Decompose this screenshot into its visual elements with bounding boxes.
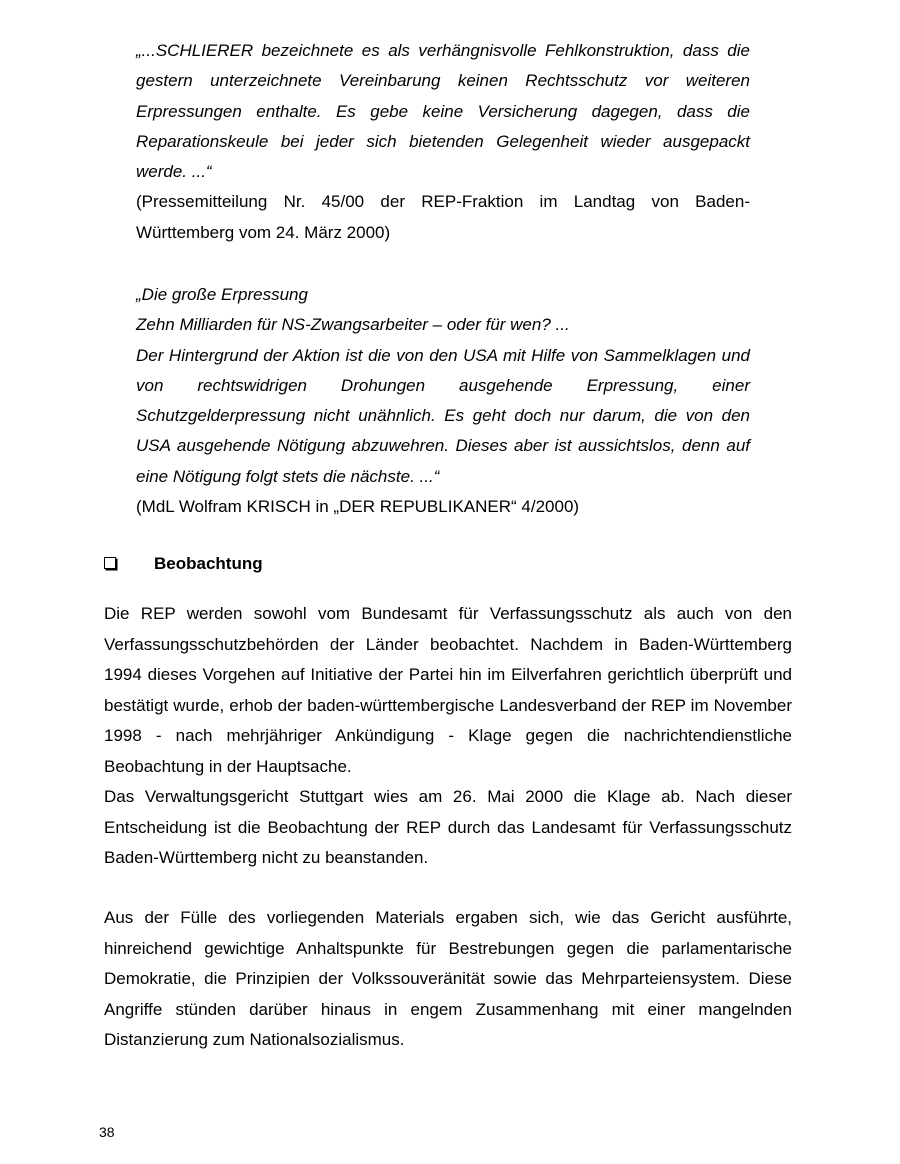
quote-source: (Pressemitteilung Nr. 45/00 der REP-Fraktion im Landtag von Baden-Württemberg vom 24. März 2000) bbox=[136, 192, 750, 242]
quote-schlierer bbox=[136, 36, 750, 248]
section-heading bbox=[104, 551, 263, 577]
body-text-block bbox=[104, 903, 792, 1056]
quote-title-line: „Die große Erpressung bbox=[136, 285, 308, 304]
quote-body: Der Hintergrund der Aktion ist die von den USA mit Hilfe von Sammelklagen und von rechtswidrigen Drohungen ausgehende Erpressung, einer Schutzgelderpressung nicht unähnlich. Es geht doch nur darum, die von den USA ausgehende Nötigung abzuwehren. Dieses aber ist aussichtslos, denn auf eine Nötigung folgt stets die nächste. ...“ bbox=[136, 345, 750, 486]
body-text-block bbox=[104, 599, 792, 874]
quote-source: (MdL Wolfram KRISCH in „DER REPUBLIKANER“ 4/2000) bbox=[136, 497, 580, 517]
quote-subtitle-line: Zehn Milliarden für NS-Zwangsarbeiter – oder für wen? ... bbox=[136, 315, 570, 335]
quote-text: „...SCHLIERER bezeichnete es als verhängnisvolle Fehlkonstruktion, dass die gestern unterzeichnete Vereinbarung keinen Rechtsschutz vor weiteren Erpressungen enthalte. Es gebe keine Versicherung dagegen, dass die Reparationskeule bei jeder sich bietenden Gelegenheit wieder ausgepackt werde. ...“ bbox=[136, 41, 750, 182]
paragraph: Die REP werden sowohl vom Bundesamt für Verfassungsschutz als auch von den Verfassungsschutzbehörden der Länder beobachtet. Nachdem in Baden-Württemberg 1994 dieses Vorgehen auf Initiative der Partei hin im Eilverfahren gerichtlich überprüft und bestätigt wurde, erhob der baden-württembergische Landesverband der REP im November 1998 - nach mehrjähriger Ankündigung - Klage gegen die nachrichtendienstliche Beobachtung in der Hauptsache. bbox=[104, 604, 792, 776]
quote-krisch bbox=[136, 280, 750, 522]
paragraph: Aus der Fülle des vorliegenden Materials ergaben sich, wie das Gericht ausführte, hinreichend gewichtige Anhaltspunkte für Bestrebungen gegen die parlamentarische Demokratie, die Prinzipien der Volkssouveränität sowie das Mehrparteiensystem. Diese Angriffe stünden darüber hinaus in engem Zusammenhang mit einer mangelnden Distanzierung zum Nationalsozialismus. bbox=[104, 908, 792, 1049]
section-heading-text: Beobachtung bbox=[154, 554, 263, 573]
paragraph: Das Verwaltungsgericht Stuttgart wies am 26. Mai 2000 die Klage ab. Nach dieser Entscheidung ist die Beobachtung der REP durch das Landesamt für Verfassungsschutz Baden-Württemberg nicht zu beanstanden. bbox=[104, 787, 792, 867]
checkbox-bullet-icon bbox=[104, 557, 116, 569]
page-number: 38 bbox=[99, 1124, 115, 1140]
quote-text bbox=[136, 280, 750, 492]
